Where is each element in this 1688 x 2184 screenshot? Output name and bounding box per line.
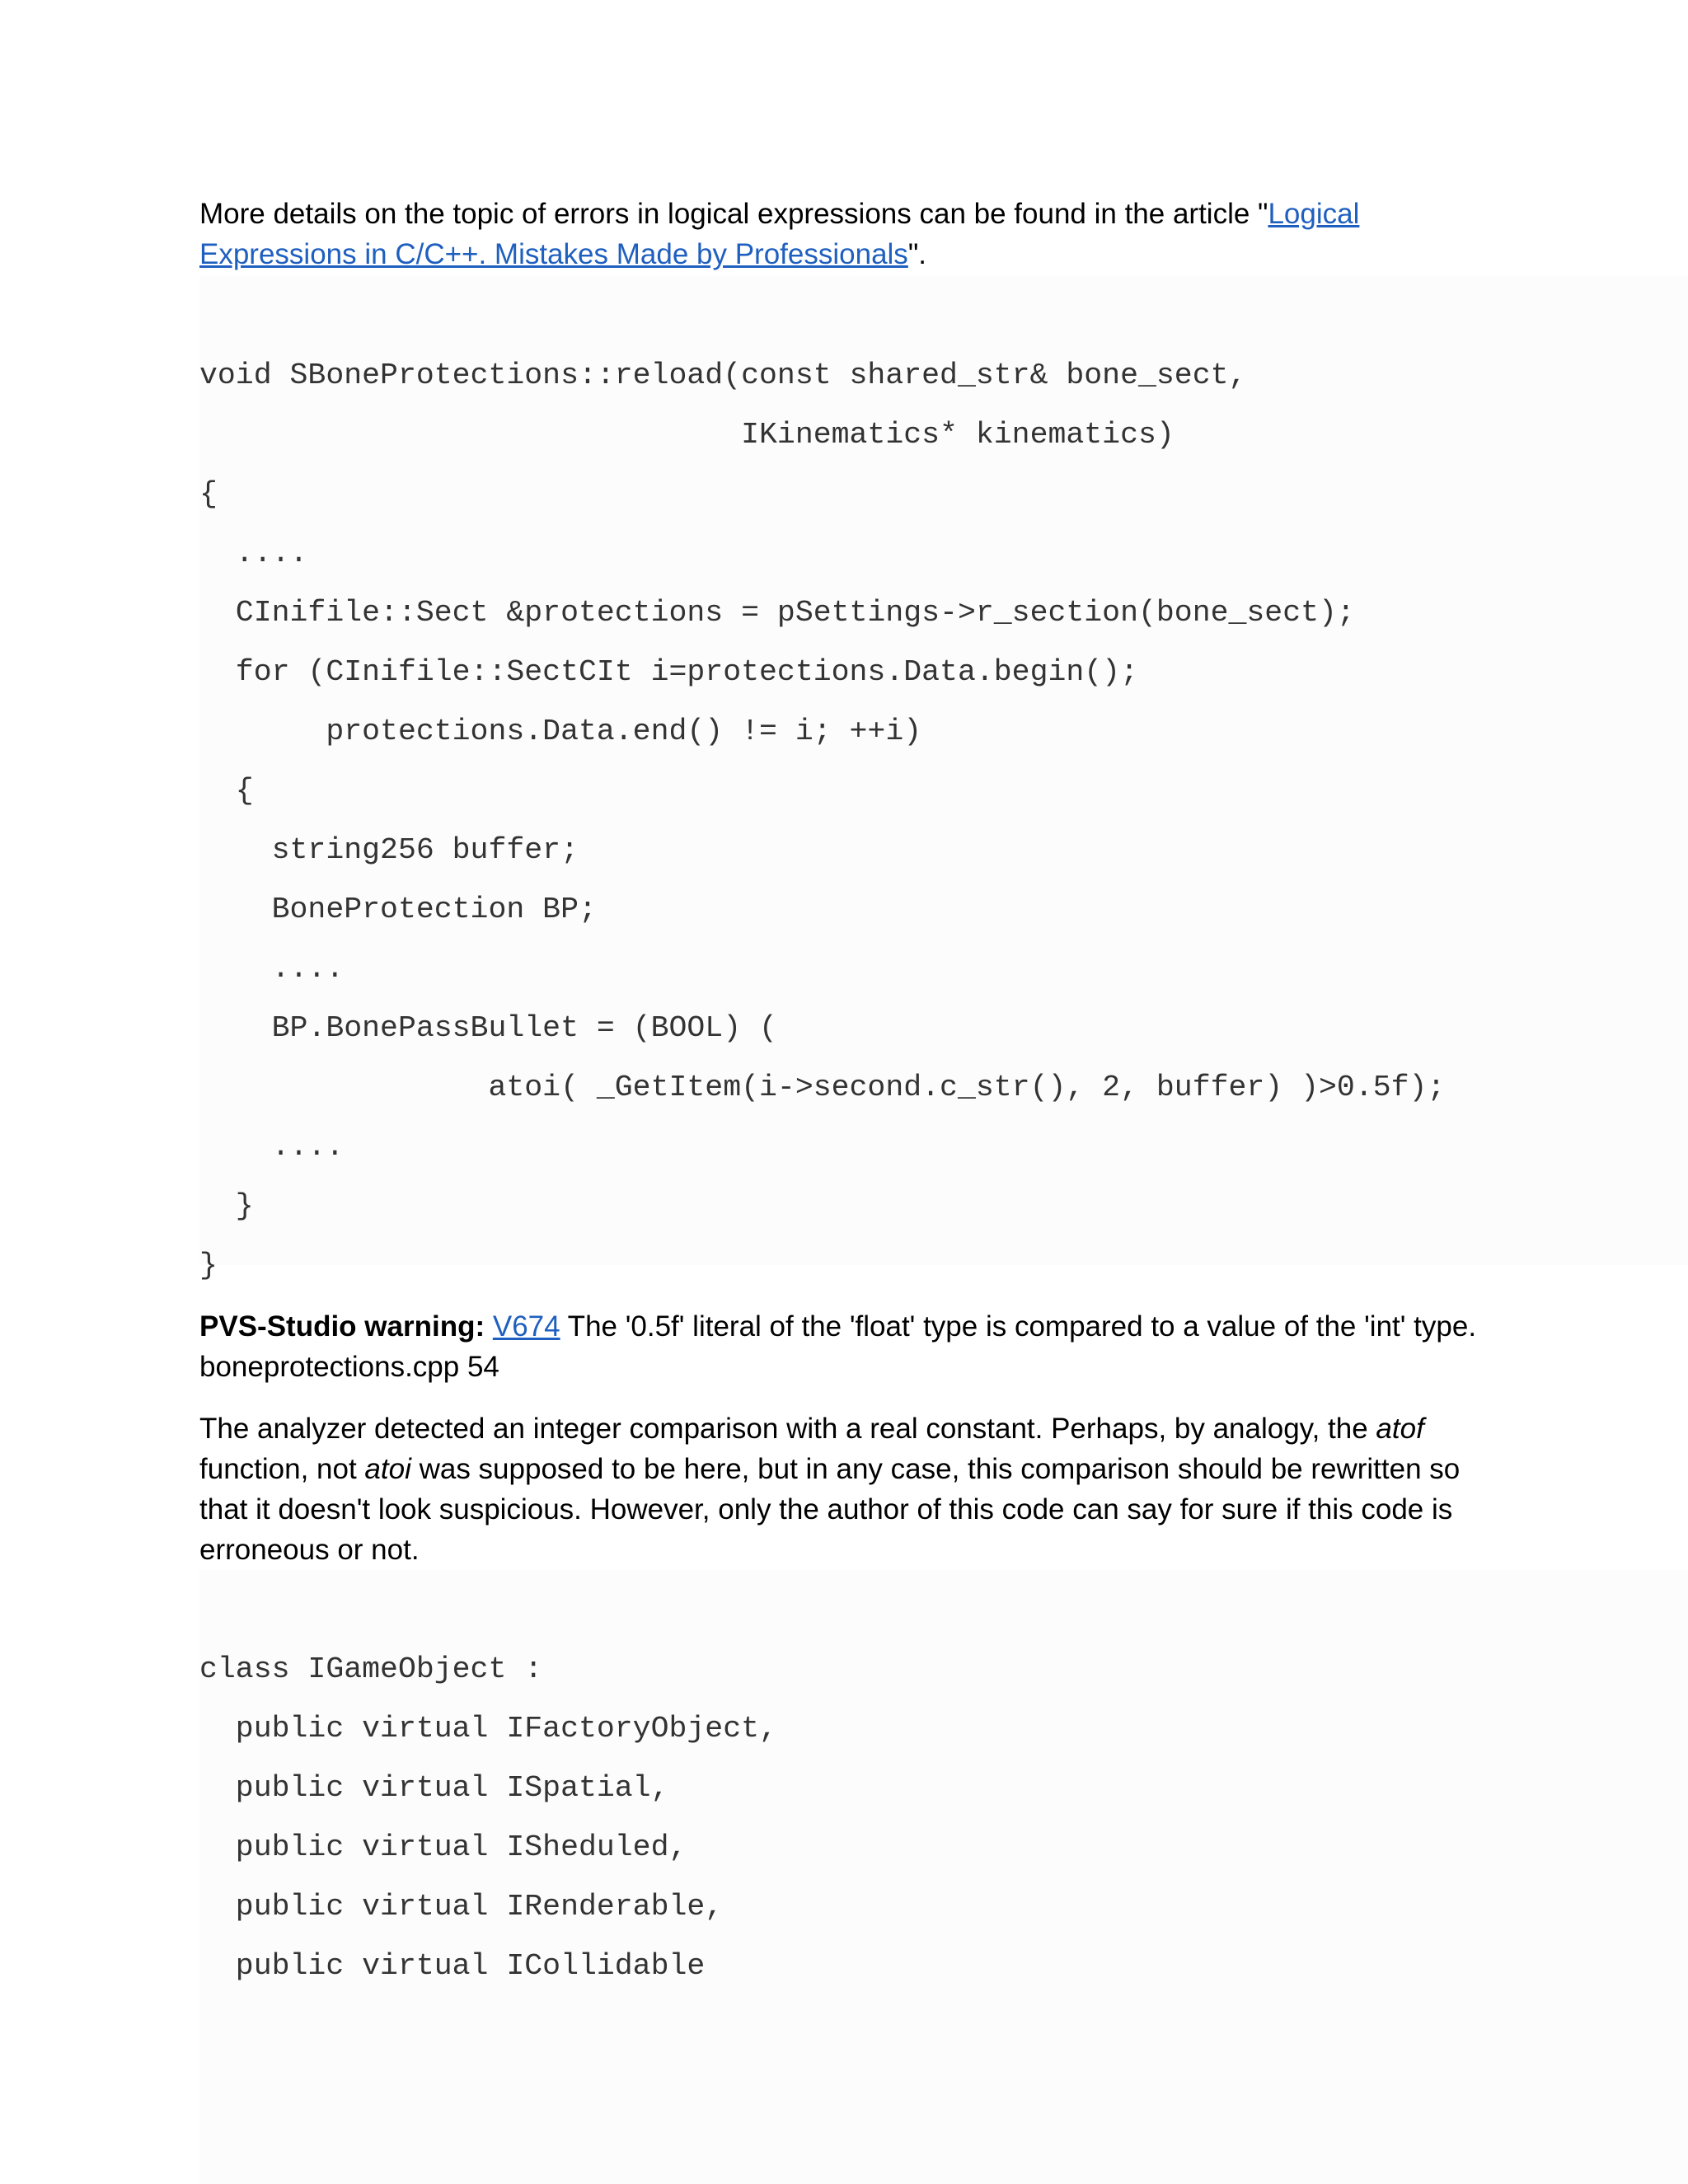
code-line: void SBoneProtections::reload(const shared_str& bone_sect, — [199, 359, 1247, 392]
code-line: string256 buffer; — [199, 833, 579, 867]
analysis-text-1: The analyzer detected an integer comparison with a real constant. Perhaps, by analogy, the — [199, 1413, 1376, 1445]
code-block-2 — [199, 1570, 1688, 2184]
analysis-text-3: was supposed to be here, but in any case, this comparison should be rewritten so that it doesn't look suspicious. However, only the author of this code can say for sure if this code is erroneous or not. — [199, 1453, 1461, 1566]
intro-prefix: More details on the topic of errors in logical expressions can be found in the article " — [199, 198, 1268, 230]
code-line: public virtual IRenderable, — [199, 1890, 724, 1924]
code-line: BoneProtection BP; — [199, 893, 597, 926]
code-line: public virtual ISheduled, — [199, 1830, 687, 1864]
code-line: } — [199, 1249, 218, 1282]
analysis-paragraph — [199, 1408, 1493, 1570]
analysis-em-atof: atof — [1376, 1413, 1424, 1445]
code-line: class IGameObject : — [199, 1652, 543, 1686]
code-line: for (CInifile::SectCIt i=protections.Data.begin(); — [199, 655, 1138, 689]
intro-paragraph — [199, 194, 1493, 274]
code-line: CInifile::Sect &protections = pSettings->r_section(bone_sect); — [199, 596, 1355, 630]
code-line: atoi( _GetItem(i->second.c_str(), 2, buffer) )>0.5f); — [199, 1071, 1446, 1104]
analysis-text-2: function, not — [199, 1453, 365, 1485]
warning-label: PVS-Studio warning: — [199, 1310, 485, 1343]
code-line: .... — [199, 537, 308, 570]
warning-paragraph — [199, 1306, 1493, 1387]
warning-text: The '0.5f' literal of the 'float' type is compared to a value of the 'int' type. boneprotections.cpp 54 — [199, 1310, 1477, 1383]
code-line: public virtual ICollidable — [199, 1949, 706, 1983]
code-line: .... — [199, 952, 345, 986]
code-listing-2 — [199, 1640, 777, 1996]
article-link[interactable]: Logical Expressions in C/C++. Mistakes Made by Professionals — [199, 198, 1360, 270]
code-line: public virtual IFactoryObject, — [199, 1712, 777, 1746]
code-line: .... — [199, 1130, 345, 1164]
code-line: { — [199, 477, 218, 511]
code-line: IKinematics* kinematics) — [199, 418, 1175, 452]
analysis-em-atoi: atoi — [364, 1453, 411, 1485]
code-line: public virtual ISpatial, — [199, 1771, 669, 1805]
code-line: { — [199, 774, 254, 808]
intro-suffix: ". — [907, 238, 926, 270]
code-line: BP.BonePassBullet = (BOOL) ( — [199, 1011, 777, 1045]
code-line: } — [199, 1189, 254, 1223]
code-line: protections.Data.end() != i; ++i) — [199, 715, 922, 748]
code-block-1 — [199, 276, 1688, 1282]
diagnostic-link[interactable]: V674 — [492, 1310, 560, 1343]
code-listing-1 — [199, 346, 1445, 1296]
